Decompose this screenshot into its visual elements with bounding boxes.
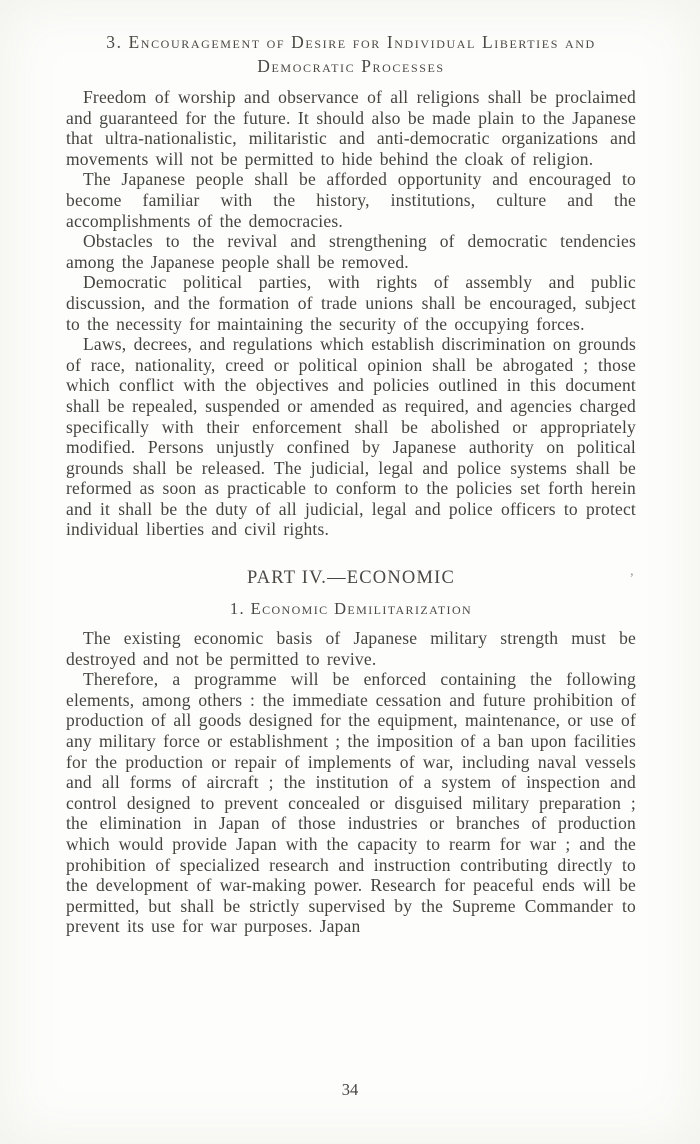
part-4-heading-row [66,568,636,589]
section-1-economic-demilitarization-heading: 1. Economic Demilitarization [229,599,473,619]
paragraph-democratic-parties: Democratic political parties, with rights of assembly and public discussion, and the formation of trade unions shall be encouraged, subject to the necessity for maintaining the security of the occupying forces. [66,272,636,334]
paragraph-obstacles-removed: Obstacles to the revival and strengthening of democratic tendencies among the Japanese people shall be removed. [66,231,636,272]
paragraph-afforded-opportunity: The Japanese people shall be afforded opportunity and encouraged to become familiar with the history, institutions, culture and the accomplishments of the democracies. [66,169,636,231]
paragraph-freedom-of-worship: Freedom of worship and observance of all religions shall be proclaimed and guaranteed for the future. It should also be made plain to the Japanese that ultra-nationalistic, militaristic and anti-democratic organizations and movements will not be permitted to hide behind the cloak of religion. [66,87,636,169]
paragraph-economic-basis: The existing economic basis of Japanese military strength must be destroyed and not be permitted to revive. [66,628,636,669]
section-3-heading-line-1: 3. Encouragement of Desire for Individual Liberties and [106,32,596,52]
page-number: 34 [341,1080,359,1099]
section-3-heading-line-2: Democratic Processes [257,56,445,76]
paragraph-programme-enforced: Therefore, a programme will be enforced containing the following elements, among others : the immediate cessation and future prohibition of production of all goods designed for the equipment, maintenance, or use of any military force or establishment ; the imposition of a ban upon facilities for the production or repair of implements of war, including naval vessels and all forms of aircraft ; the institution of a system of inspection and control designed to prevent concealed or disguised military preparation ; the elimination in Japan of those industries or branches of production which would provide Japan with the capacity to rearm for war ; and the prohibition of specialized research and instruction contributing directly to the development of war-making power. Research for peaceful ends will be permitted, but shall be strictly supervised by the Supreme Commander to prevent its use for war purposes. Japan [66,669,636,937]
part-4-heading: PART IV.—ECONOMIC [246,568,456,589]
section-3-heading [66,30,636,78]
print-artifact-mark: ’ [629,570,634,586]
paragraph-laws-decrees: Laws, decrees, and regulations which establish discrimination on grounds of race, nationality, creed or political opinion shall be abrogated ; those which conflict with the objectives and policies outlined in this document shall be repealed, suspended or amended as required, and agencies charged specifically with their enforcement shall be abolished or appropriately modified. Persons unjustly confined by Japanese authority on political grounds shall be released. The judicial, legal and police systems shall be reformed as soon as practicable to conform to the policies set forth herein and it shall be the duty of all judicial, legal and police officers to protect individual liberties and civil rights. [66,334,636,540]
